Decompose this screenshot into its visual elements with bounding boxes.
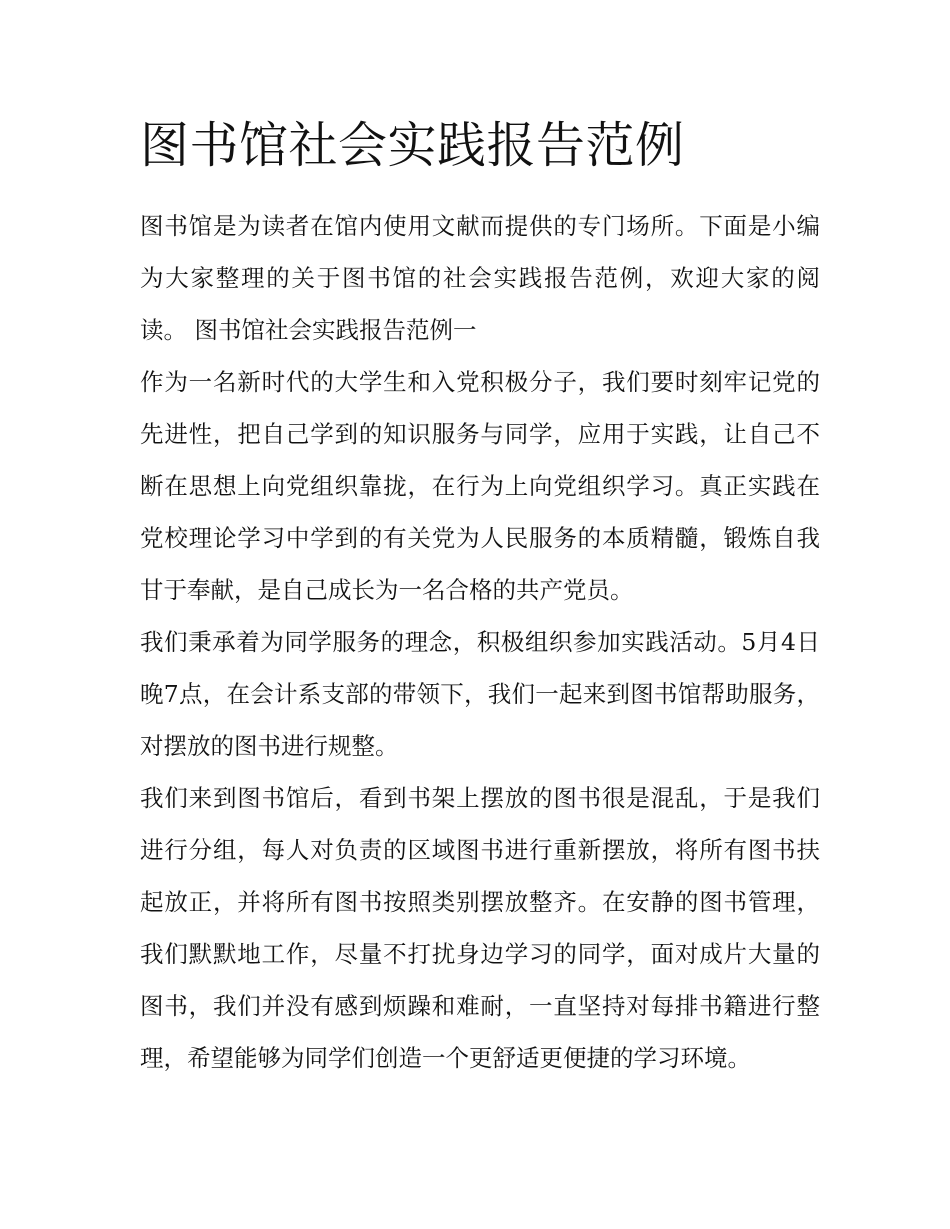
document-title: 图书馆社会实践报告范例 bbox=[140, 117, 685, 174]
paragraph-intro: 图书馆是为读者在馆内使用文献而提供的专门场所。下面是小编为大家整理的关于图书馆的社会实践报告范例，欢迎大家的阅读。 图书馆社会实践报告范例一 bbox=[140, 212, 820, 344]
paragraph-party-member: 作为一名新时代的大学生和入党积极分子，我们要时刻牢记党的先进性，把自己学到的知识服务与同学，应用于实践，让自己不断在思想上向党组织靠拢，在行为上向党组织学习。真正实践在党校理论学习中学到的有关党为人民服务的本质精髓，锻炼自我甘于奉献，是自己成长为一名合格的共产党员。 bbox=[140, 368, 820, 604]
paragraph-activity: 我们秉承着为同学服务的理念，积极组织参加实践活动。5月4日晚7点，在会计系支部的带领下，我们一起来到图书馆帮助服务，对摆放的图书进行规整。 bbox=[140, 628, 820, 760]
paragraph-library-work: 我们来到图书馆后，看到书架上摆放的图书很是混乱，于是我们进行分组，每人对负责的区域图书进行重新摆放，将所有图书扶起放正，并将所有图书按照类别摆放整齐。在安静的图书管理，我们默默地工作，尽量不打扰身边学习的同学，面对成片大量的图书，我们并没有感到烦躁和难耐，一直坚持对每排书籍进行整理，希望能够为同学们创造一个更舒适更便捷的学习环境。 bbox=[140, 784, 820, 1072]
document-page bbox=[140, 112, 820, 1084]
